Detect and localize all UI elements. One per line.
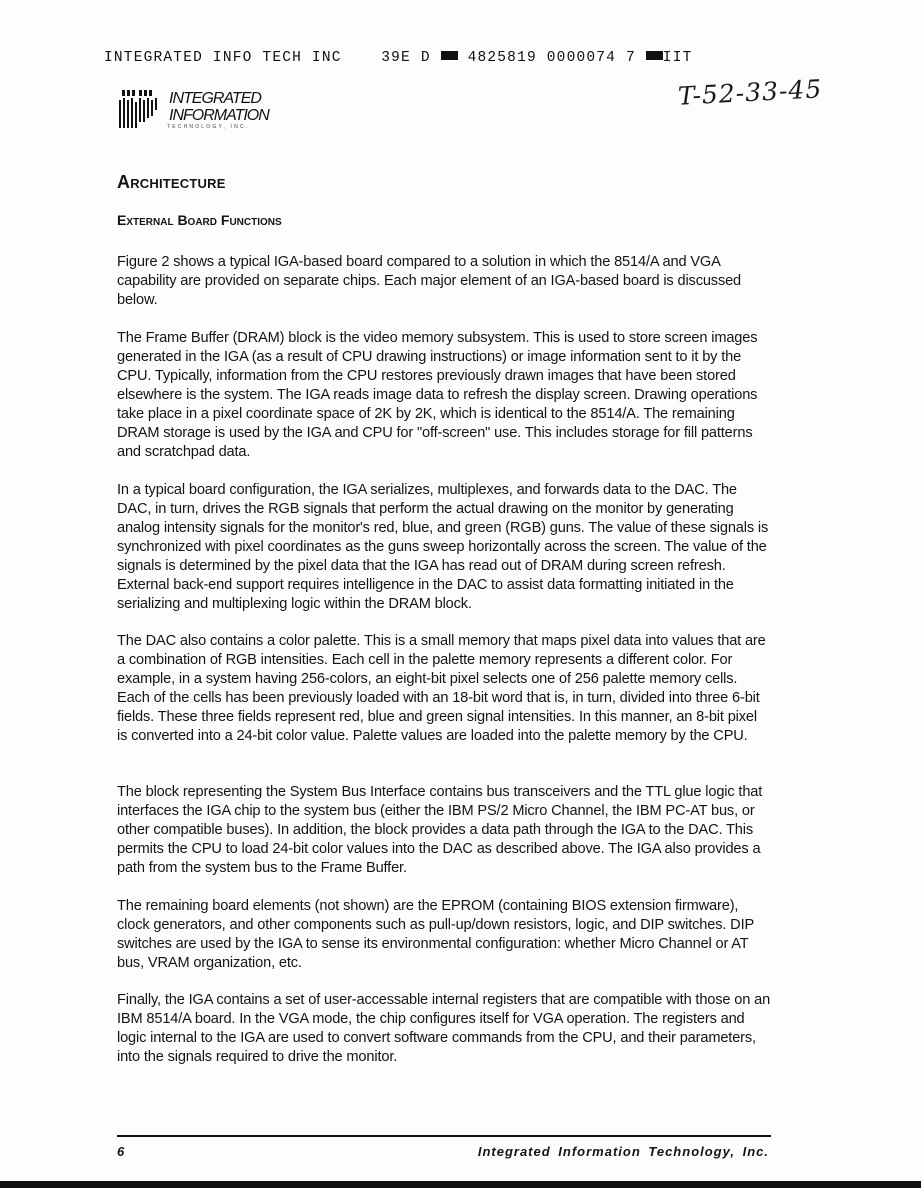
subsection-heading: External Board Functions	[117, 212, 282, 228]
logo-line-integrated: INTEGRATED	[169, 90, 261, 107]
paragraph-color-palette: The DAC also contains a color palette. This is a small memory that maps pixel data into values that are a combination of RGB intensities. Each cell in the palette memory represents a different color. For example, in a system having 256-colors, an eight-bit pixel selects one of 256 palette memory cells. Each of the cells has been previously loaded with an 18-bit word that is, in turn, divided into three 6-bit fields. These three fields represent red, blue and green signal intensities. In this manner, an 8-bit pixel is converted into a 24-bit color value. Palette values are loaded into the palette memory by the CPU.	[117, 633, 766, 744]
logo-tagline: TECHNOLOGY, INC.	[167, 124, 250, 130]
header-code: IIT	[662, 50, 693, 66]
paragraph-registers: Finally, the IGA contains a set of user-accessable internal registers that are compatible with those on an IBM 8514/A board. In the VGA mode, the chip configures itself for VGA operation. The registers and logic internal to the IGA are used to convert software commands from the CPU, and their parameters, into the signals required to drive the monitor.	[117, 992, 771, 1065]
page-number: 6	[117, 1144, 125, 1159]
header-right-text: 4825819 0000074 7	[467, 50, 636, 66]
header-left-text: INTEGRATED INFO TECH INC 39E D	[104, 50, 431, 66]
paragraph-dac-signals: In a typical board configuration, the IGA serializes, multiplexes, and forwards data to the DAC. The DAC, in turn, drives the RGB signals that perform the actual drawing on the monitor by generating analog intensity signals for the monitor's red, blue, and green (RGB) guns. The value of these signals is synchronized with pixel coordinates as the guns sweep horizontally across the screen. The value of the signals is determined by the pixel data that the IGA has read out of DRAM during screen refresh. External back-end support requires intelligence in the DAC to assist data formatting initiated in the serializing and multiplexing logic within the DRAM block.	[117, 482, 769, 612]
document-header-line	[104, 50, 693, 66]
handwritten-annotation: T-52-33-45	[677, 74, 823, 111]
section-heading: Architecture	[117, 172, 226, 192]
footer-company-name: Integrated Information Technology, Inc.	[477, 1144, 769, 1159]
scan-edge-bar	[0, 1181, 921, 1188]
paragraph-system-bus: The block representing the System Bus Interface contains bus transceivers and the TTL glue logic that interfaces the IGA chip to the system bus (either the IBM PS/2 Micro Channel, the IBM PC-AT bus, or other compatible buses). In addition, the block provides a data path through the IGA to the DAC. This permits the CPU to load 24-bit color values into the DAC as described above. The IGA also provides a path from the system bus to the Frame Buffer.	[117, 784, 763, 876]
redaction-block	[646, 51, 663, 60]
company-logo	[119, 88, 289, 130]
paragraph-intro: Figure 2 shows a typical IGA-based board compared to a solution in which the 8514/A and VGA capability are provided on separate chips. Each major element of an IGA-based board is discussed below.	[117, 254, 742, 308]
redaction-block	[441, 51, 458, 60]
paragraph-board-elements: The remaining board elements (not shown) are the EPROM (containing BIOS extension firmware), clock generators, and other components such as pull-up/down resistors, logic, and DIP switches. DIP switches are used by the IGA to sense its environmental configuration: whether Micro Channel or AT bus, VRAM organization, etc.	[117, 898, 754, 971]
paragraph-frame-buffer: The Frame Buffer (DRAM) block is the video memory subsystem. This is used to store screen images generated in the IGA (as a result of CPU drawing instructions) or image information sent to it by the CPU. Typically, information from the CPU restores previously drawn images that have been stored elsewhere is the system. The IGA reads image data to refresh the display screen. Drawing operations take place in a pixel coordinate space of 2K by 2K, which is identical to the 8514/A. The remaining DRAM storage is used by the IGA and CPU for "off-screen" use. This includes storage for fill patterns and scratchpad data.	[117, 330, 758, 460]
logo-mark-icon	[119, 88, 163, 130]
footer-divider	[117, 1135, 771, 1137]
logo-line-information: INFORMATION	[169, 107, 269, 124]
